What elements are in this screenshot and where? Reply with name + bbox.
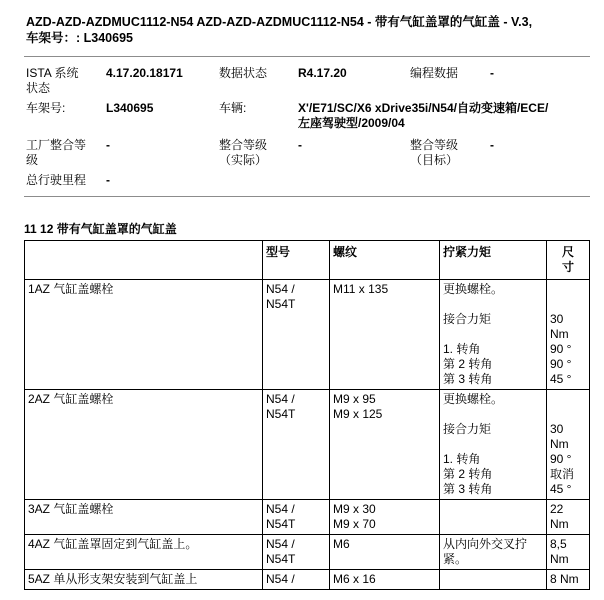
torque-step: 更换螺栓。	[443, 282, 504, 296]
torque-step: 紧。	[443, 552, 468, 566]
title-line-1: AZD-AZD-AZDMUC1112-N54 AZD-AZD-AZDMUC1112-N54 - 带有气缸盖罩的气缸盖 - V.3,	[26, 15, 533, 29]
size-value: 30 Nm	[550, 422, 569, 451]
torque-step: 1. 转角	[443, 452, 481, 466]
torque-spec-table	[24, 240, 590, 590]
cell-thread: M9 x 30 M9 x 70	[330, 500, 440, 535]
cell-torque	[440, 390, 547, 500]
info-divider	[24, 196, 590, 197]
size-value	[550, 297, 586, 312]
cell-description: 5AZ 单从形支架安装到气缸盖上	[25, 570, 263, 590]
table-row	[25, 570, 590, 590]
torque-step: 接合力矩	[443, 312, 492, 326]
actual-integration-level-value: -	[298, 138, 302, 152]
header-torque: 拧紧力矩	[440, 241, 547, 280]
table-row	[25, 535, 590, 570]
torque-step: 第 3 转角	[443, 482, 493, 496]
target-integration-level-value: -	[490, 138, 494, 152]
header-divider	[24, 56, 590, 57]
table-row	[25, 280, 590, 390]
cell-thread: M6 x 16	[330, 570, 440, 590]
factory-integration-level-value: -	[106, 138, 110, 152]
torque-step: 第 2 转角	[443, 467, 493, 481]
data-status-label: 数据状态	[219, 66, 268, 80]
programming-data-label: 编程数据	[410, 66, 459, 80]
vin-value: L340695	[106, 101, 154, 115]
torque-step: 第 2 转角	[443, 357, 493, 371]
title-line-2: 车架号：: L340695	[26, 31, 133, 45]
programming-data-value: -	[490, 66, 494, 80]
cell-model: N54 / N54T	[263, 280, 330, 390]
size-value: 8 Nm	[550, 572, 579, 586]
header-description	[25, 241, 263, 280]
cell-description: 2AZ 气缸盖螺栓	[25, 390, 263, 500]
size-value: 8,5 Nm	[550, 537, 569, 566]
cell-thread: M6	[330, 535, 440, 570]
size-value: 45 °	[550, 372, 572, 386]
header-model: 型号	[263, 241, 330, 280]
torque-step: 1. 转角	[443, 342, 481, 356]
cell-description: 3AZ 气缸盖螺栓	[25, 500, 263, 535]
cell-torque	[440, 500, 547, 535]
total-mileage-label: 总行驶里程	[26, 173, 87, 187]
cell-torque	[440, 570, 547, 590]
document-title	[26, 14, 586, 46]
size-value	[550, 392, 586, 407]
size-value: 90 °	[550, 452, 572, 466]
torque-step	[443, 327, 543, 342]
cell-size	[547, 390, 590, 500]
size-value: 90 °	[550, 357, 572, 371]
cell-torque	[440, 535, 547, 570]
size-value	[550, 407, 586, 422]
vehicle-label: 车辆:	[219, 101, 247, 115]
torque-step: 第 3 转角	[443, 372, 493, 386]
table-row	[25, 500, 590, 535]
cell-size	[547, 535, 590, 570]
size-value: 90 °	[550, 342, 572, 356]
torque-step	[443, 437, 543, 452]
torque-step	[443, 407, 543, 422]
ista-status-label: ISTA 系统 状态	[26, 66, 79, 95]
cell-model: N54 / N54T	[263, 535, 330, 570]
section-title: 11 12 带有气缸盖罩的气缸盖	[24, 222, 177, 236]
vin-label: 车架号:	[26, 101, 66, 115]
cell-size	[547, 570, 590, 590]
cell-model: N54 / N54T	[263, 500, 330, 535]
size-value: 取消	[550, 467, 575, 481]
header-thread: 螺纹	[330, 241, 440, 280]
torque-step: 更换螺栓。	[443, 392, 504, 406]
ista-status-value: 4.17.20.18171	[106, 66, 183, 80]
size-value: 22 Nm	[550, 502, 569, 531]
torque-step: 从内向外交叉拧	[443, 537, 528, 551]
cell-torque	[440, 280, 547, 390]
cell-size	[547, 500, 590, 535]
cell-description: 4AZ 气缸盖罩固定到气缸盖上。	[25, 535, 263, 570]
cell-description: 1AZ 气缸盖螺栓	[25, 280, 263, 390]
data-status-value: R4.17.20	[298, 66, 347, 80]
vehicle-value: X'/E71/SC/X6 xDrive35i/N54/自动变速箱/ECE/ 左座驾驶型/2009/04	[298, 101, 549, 130]
cell-model: N54 /	[263, 570, 330, 590]
size-value	[550, 282, 586, 297]
header-size: 尺 寸	[547, 241, 590, 280]
size-value: 45 °	[550, 482, 572, 496]
total-mileage-value: -	[106, 173, 110, 187]
target-integration-level-label: 整合等级 （目标）	[410, 138, 459, 167]
cell-model: N54 / N54T	[263, 390, 330, 500]
factory-integration-level-label: 工厂整合等 级	[26, 138, 87, 167]
cell-thread: M9 x 95 M9 x 125	[330, 390, 440, 500]
torque-step	[443, 297, 543, 312]
table-row	[25, 390, 590, 500]
cell-size	[547, 280, 590, 390]
cell-thread: M11 x 135	[330, 280, 440, 390]
size-value: 30 Nm	[550, 312, 569, 341]
torque-step: 接合力矩	[443, 422, 492, 436]
actual-integration-level-label: 整合等级 （实际）	[219, 138, 268, 167]
table-header-row	[25, 241, 590, 280]
